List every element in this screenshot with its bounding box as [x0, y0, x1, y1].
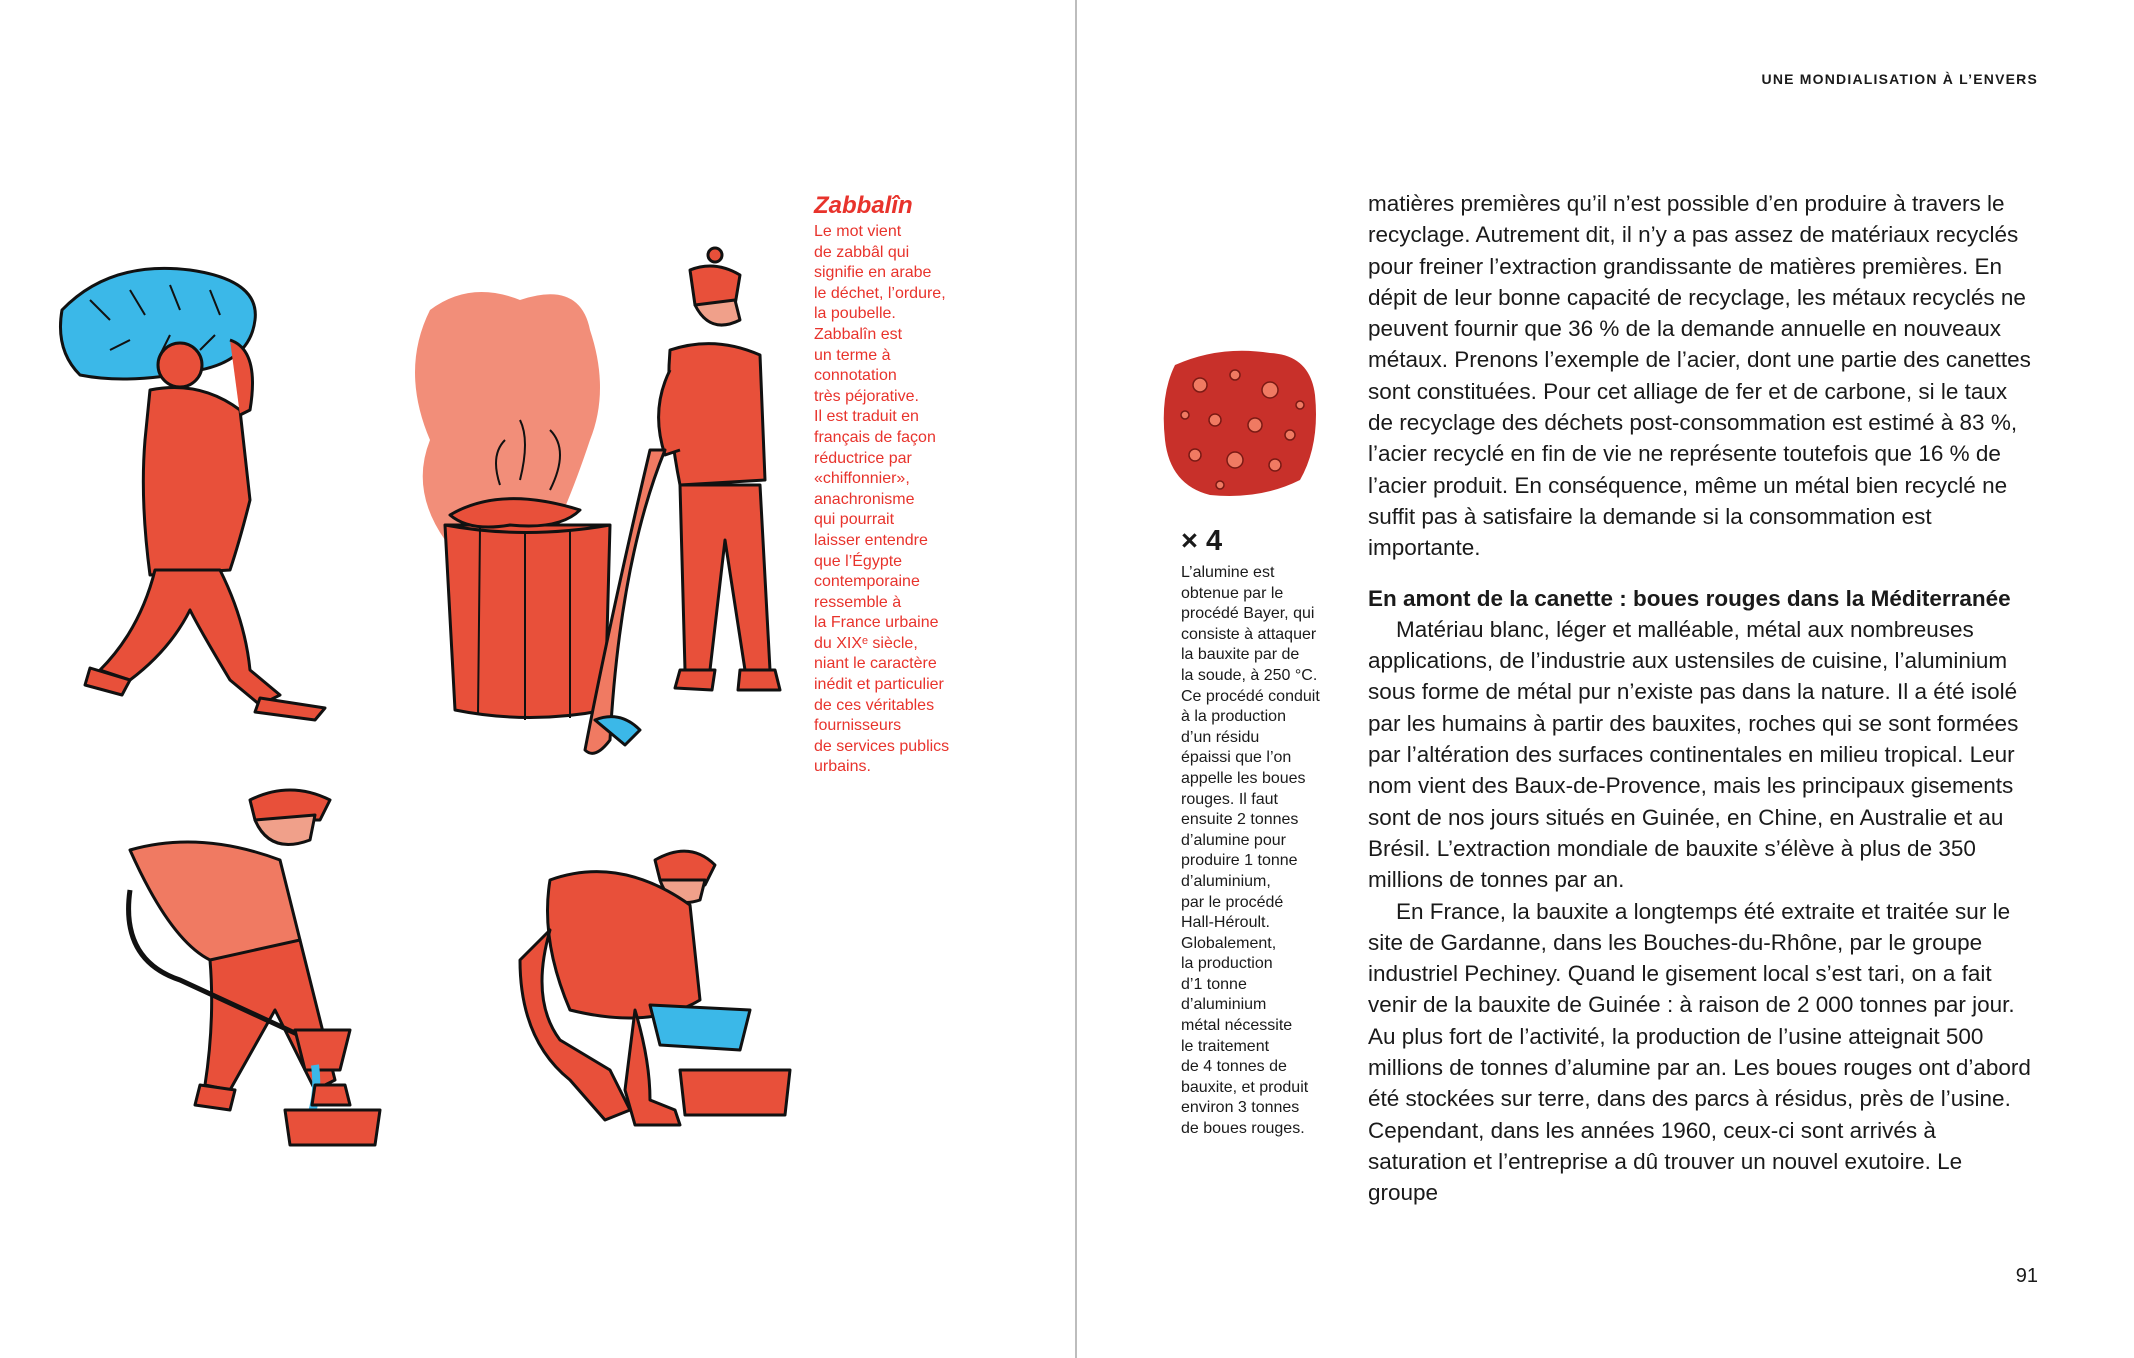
alumina-text: L’alumine est obtenue par le procédé Bayer, qui consiste à attaquer la bauxite par de la soude, à 250 °C. Ce procédé conduit à la production d’un résidu épaissi que l’on appelle les boues rouges. Il faut ensuite 2 tonnes d’alumine pour produire 1 tonne d’aluminium, par le procédé Hall-Héroult. Globalement, la production d’1 tonne d’aluminium métal nécessite le traitement de 4 tonnes de bauxite, et produit environ 3 tonnes de boues rouges. [1181, 564, 1320, 1138]
page-number: 91 [2015, 1265, 2038, 1287]
worker-with-basin-figure [520, 851, 790, 1125]
zabbalin-illustration [50, 240, 830, 1190]
worker-at-burning-barrel-figure [415, 248, 780, 753]
worker-carrying-bundle-figure [60, 268, 325, 720]
section-heading: En amont de la canette : boues rouges dans la Méditerranée [1368, 585, 2011, 611]
zabbalin-title: Zabbalîn [814, 192, 913, 219]
body-paragraph: En France, la bauxite a longtemps été extraite et traitée sur le site de Gardanne, dans les Bouches-du-Rhône, par le groupe industriel Pechiney. Quand le gisement local s’est tari, on a fait venir de la bauxite de Guinée : à raison de 2 000 tonnes par jour. Au plus fort de l’activité, la production de l’usine atteignait 500 millions de tonnes d’alumine par an. Les boues rouges ont d’abord été stockées sur terre, dans des parcs à résidus, près de l’usine. Cependant, dans les années 1960, ceux-ci sont arrivés à saturation et l’entreprise a dû trouver un nouvel exutoire. Le groupe [1368, 898, 2031, 1206]
multiplier-label: × 4 [1181, 525, 1223, 557]
alumina-sidenote [1181, 525, 1351, 1140]
body-paragraph: Matériau blanc, léger et malléable, métal aux nombreuses applications, de l’industrie aux ustensiles de cuisine, l’aluminium sous forme de métal pur n’existe pas dans la nature. Il a été isolé par les humains à partir des bauxites, roches qui se sont formées par l’altération des surfaces continentales en milieu tropical. Leur nom vient des Baux-de-Provence, mais les principaux gisements sont de nos jours situés en Guinée, en Chine, en Australie et au Brésil. L’extraction mondiale de bauxite s’élève à plus de 350 millions de tonnes par an. [1368, 616, 2019, 893]
zabbalin-text: Le mot vient de zabbâl qui signifie en arabe le déchet, l’ordure, la poubelle. Zabbalîn est un terme à connotation très péjorative. Il est traduit en français de façon réductrice par «chiffonnier», anachronisme qui pourrait laisser entendre que l’Égypte contemporaine ressemble à la France urbaine du XIXᵉ siècle, niant le caractère inédit et particulier de ces véritables fournisseurs de services publics urbains. [814, 223, 950, 776]
main-text-column [1368, 188, 2038, 1209]
worker-pouring-ladle-figure [129, 790, 380, 1145]
bauxite-ore-illustration [1160, 345, 1320, 500]
zabbalin-sidenote [814, 192, 984, 778]
page-gutter [1075, 0, 1077, 1358]
running-head: UNE MONDIALISATION À L’ENVERS [1761, 71, 2038, 87]
body-paragraph: matières premières qu’il n’est possible d’en produire à travers le recyclage. Autrement dit, il n’y a pas assez de matériaux recyclés pour freiner l’extraction grandissante de matières premières. En dépit de leur bonne capacité de recyclage, les métaux recyclés ne peuvent fournir que 36 % de la demande annuelle en nouveaux métaux. Prenons l’exemple de l’acier, dont une partie des canettes sont constituées. Pour cet alliage de fer et de carbone, si le taux de recyclage des déchets post-consommation est estimé à 83 %, l’acier recyclé en fin de vie ne représente toutefois que 16 % de l’acier produit. En conséquence, même un métal bien recyclé ne suffit pas à satisfaire la demande si la consommation est importante. [1368, 191, 2031, 561]
